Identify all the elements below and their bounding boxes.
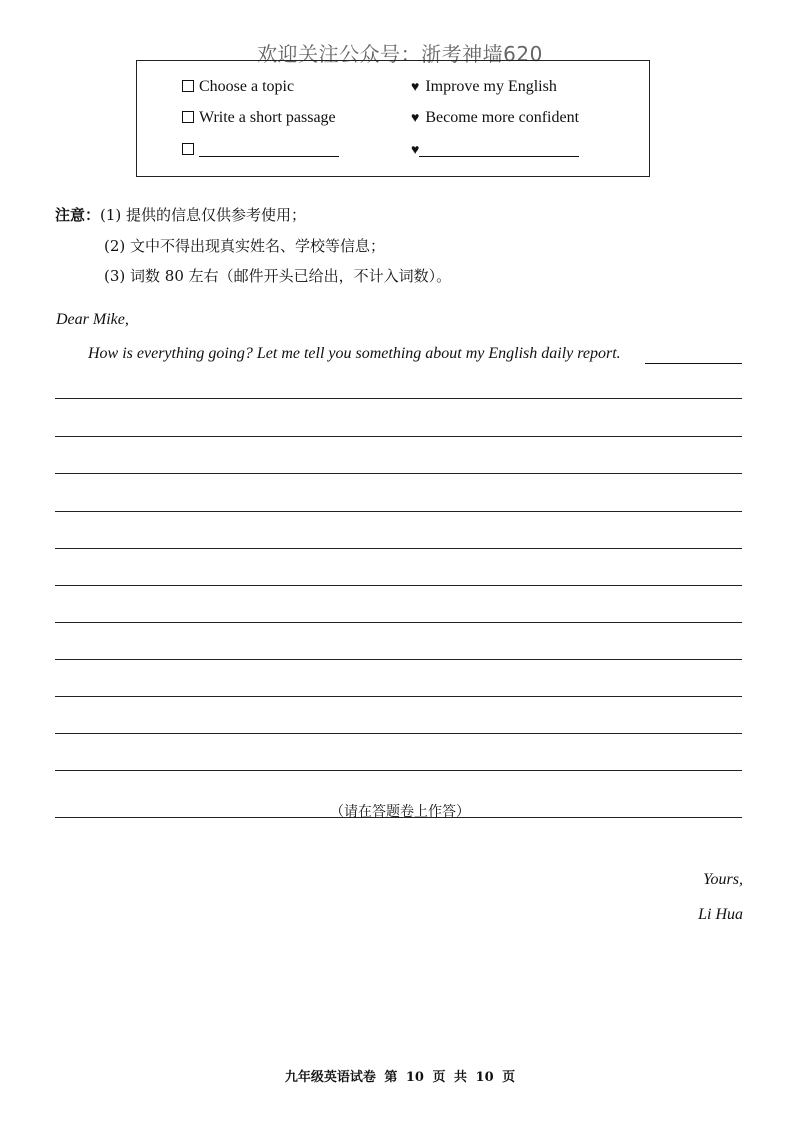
writing-line [55, 622, 742, 623]
note-row-1 [55, 204, 306, 225]
option-more-confident [411, 109, 579, 127]
writing-line [55, 548, 742, 549]
option-label: Become more confident [425, 109, 580, 126]
options-box [136, 60, 650, 177]
writing-line [55, 659, 742, 660]
letter-intro: How is everything going? Let me tell you something about my English daily report. [88, 345, 621, 362]
writing-line [55, 696, 742, 697]
writing-line [55, 733, 742, 734]
writing-line [55, 770, 742, 771]
notes-heading: 注意： [55, 206, 101, 224]
writing-line [55, 436, 742, 437]
letter-signature: Li Hua [698, 906, 743, 923]
writing-line [55, 511, 742, 512]
watermark-text: 欢迎关注公众号：浙考神墙620 [257, 42, 543, 66]
checkbox-icon [182, 111, 194, 123]
checkbox-icon [182, 80, 194, 92]
writing-line [55, 585, 742, 586]
option-write-passage [182, 109, 336, 127]
blank-line [199, 144, 339, 157]
option-choose-topic [182, 78, 294, 96]
heart-icon: ♥ [411, 143, 420, 158]
note-item: (1) 提供的信息仅供参考使用； [100, 206, 307, 224]
option-label: Improve my English [425, 78, 557, 95]
letter-greeting: Dear Mike, [56, 311, 129, 328]
heart-icon: ♥ [411, 111, 420, 126]
answer-hint: （请在答题卷上作答） [330, 804, 470, 820]
option-blank-left [182, 141, 339, 159]
writing-line [55, 473, 742, 474]
checkbox-icon [182, 143, 194, 155]
option-improve-english [411, 78, 557, 96]
intro-blank-line [645, 363, 742, 364]
option-blank-right [411, 141, 579, 159]
letter-closing: Yours, [703, 871, 743, 888]
heart-icon: ♥ [411, 80, 420, 95]
writing-line [55, 398, 742, 399]
option-label: Write a short passage [199, 109, 336, 126]
option-label: Choose a topic [199, 78, 295, 95]
blank-line [419, 144, 579, 157]
note-item: (3) 词数 80 左右（邮件开头已给出，不计入词数）。 [104, 267, 452, 285]
note-item: (2) 文中不得出现真实姓名、学校等信息； [104, 237, 386, 255]
page-footer: 九年级英语试卷 第 10 页 共 10 页 [284, 1070, 516, 1085]
